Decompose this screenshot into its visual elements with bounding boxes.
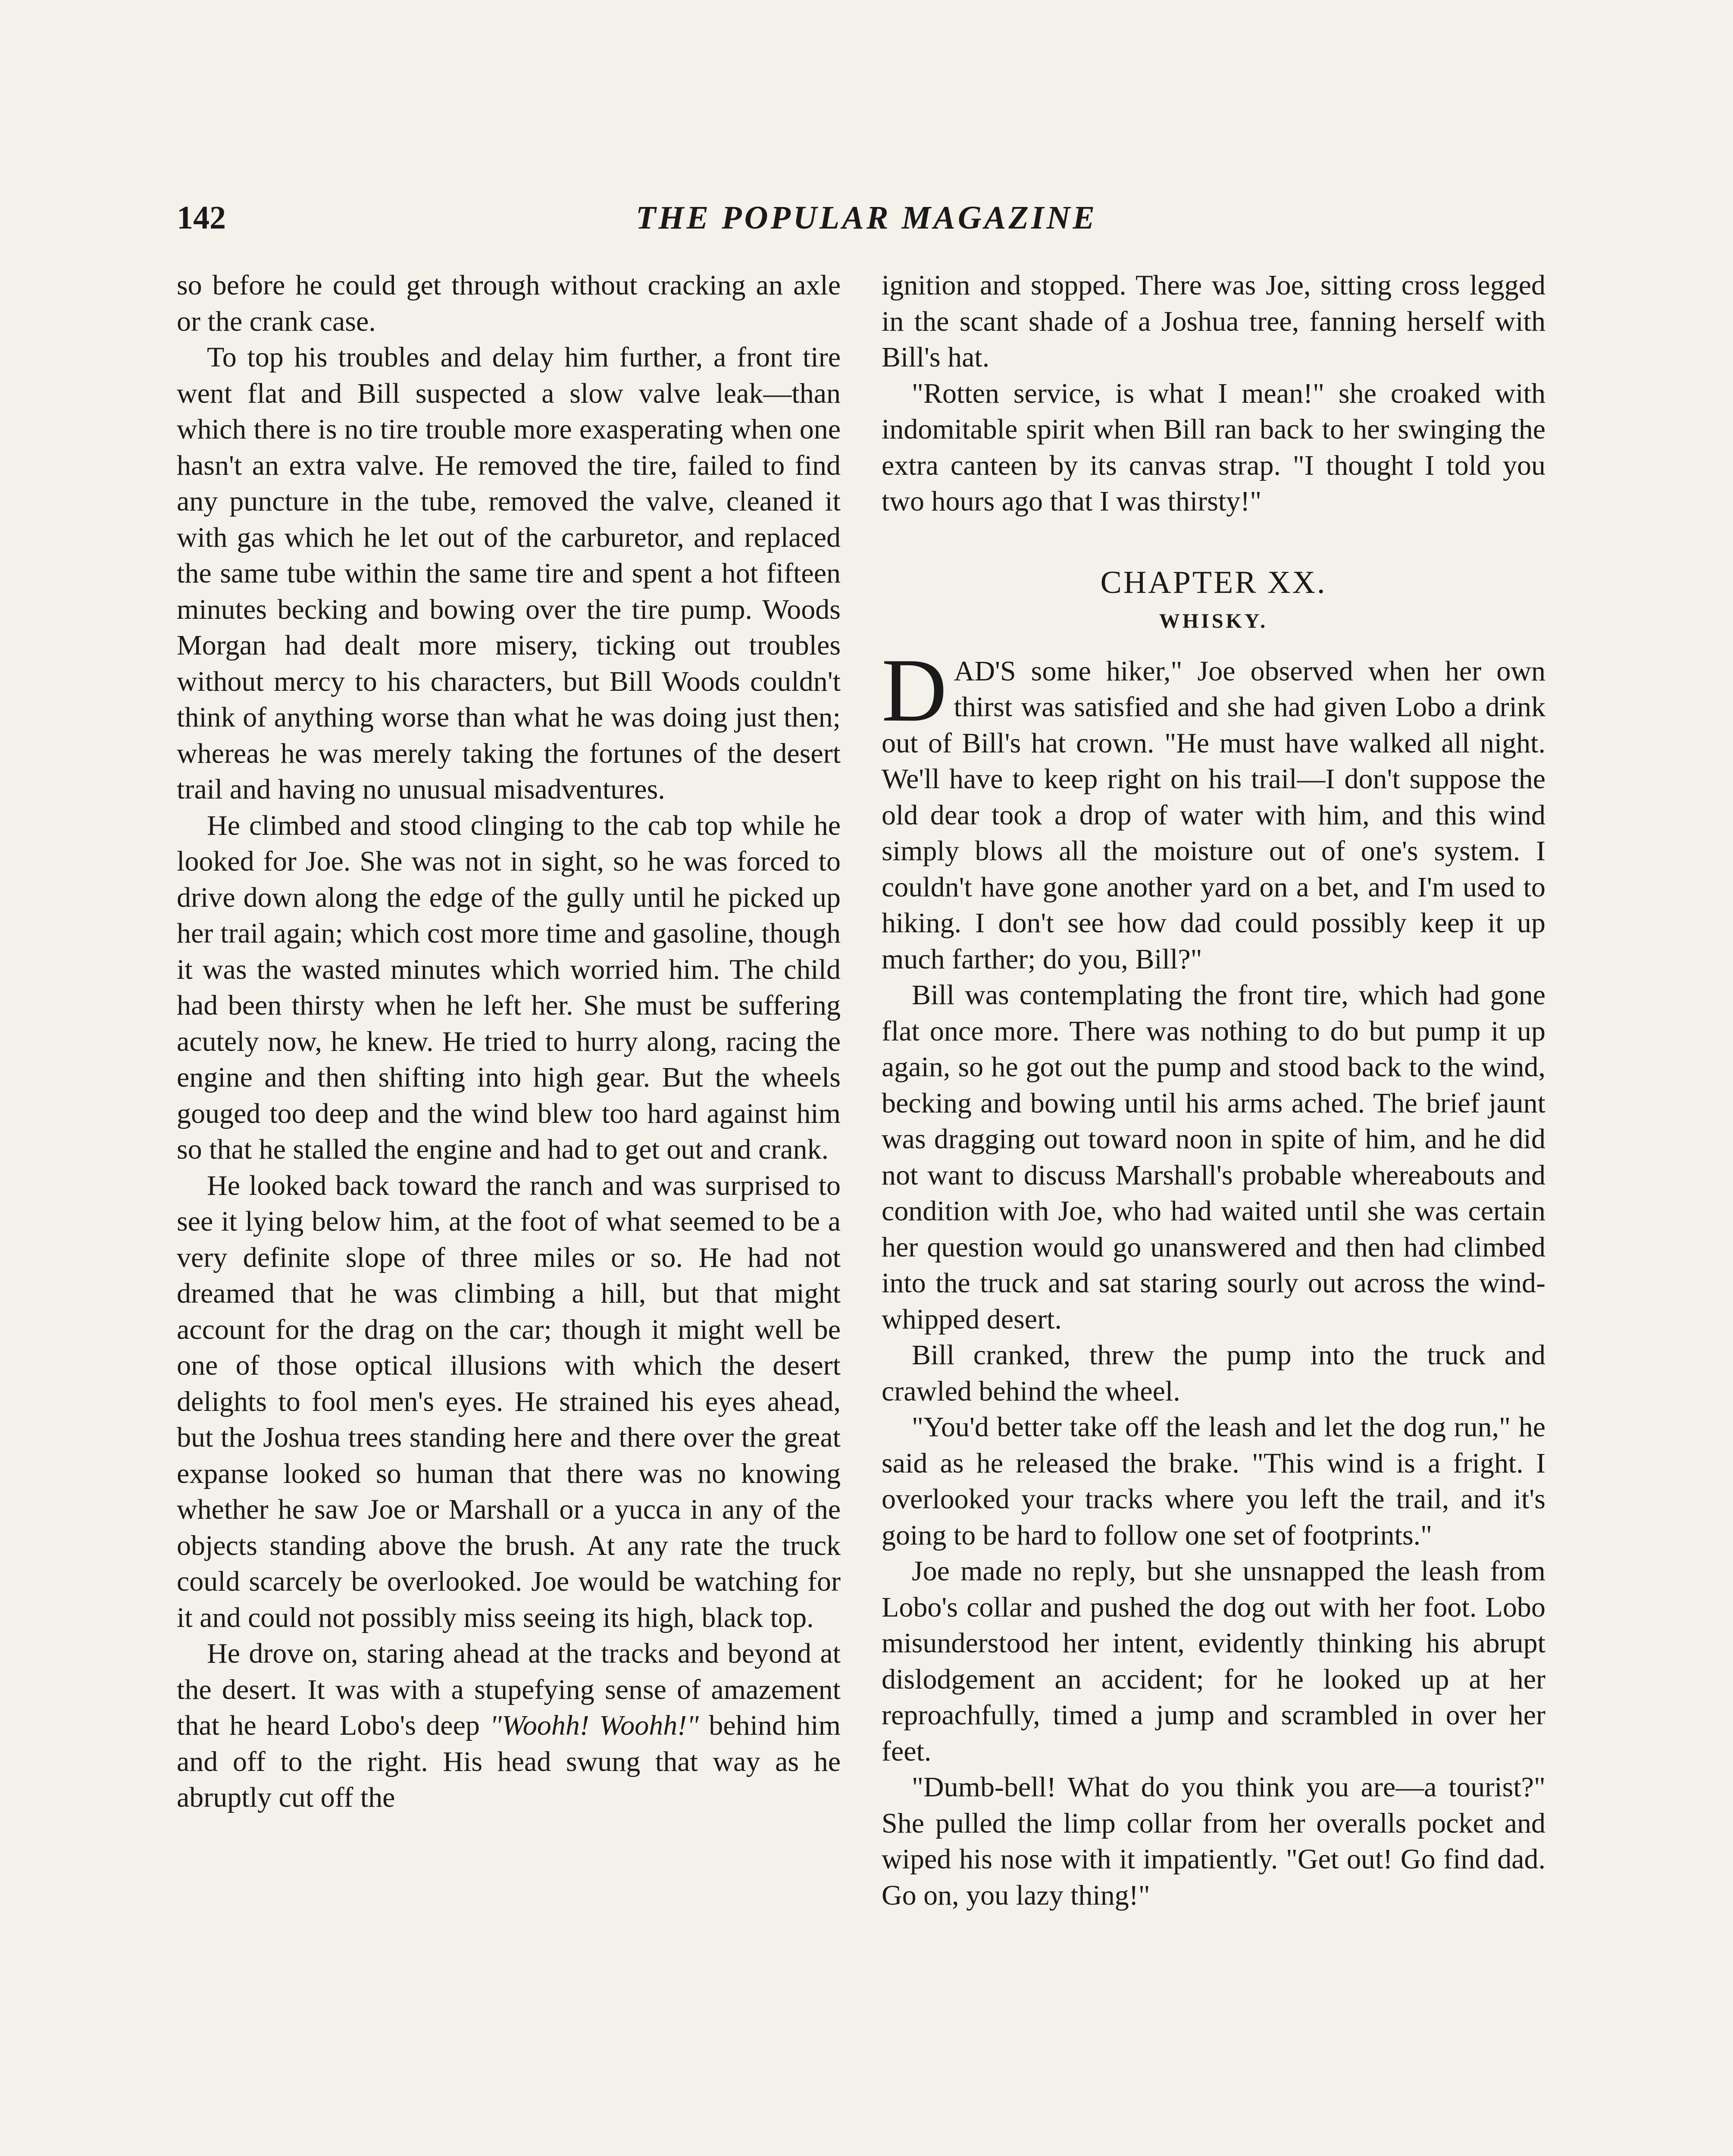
text-run: behind him and off to the right. His head swung that way as he abruptly cut off the [177,1710,841,1813]
paragraph: "You'd better take off the leash and let the dog run," he said as he released the brake. "This wind is a fright. I overlooked your tracks where you left the trail, and it's going to be hard to follow one set of footprints." [882,1411,1545,1551]
paragraph: Bill cranked, threw the pump into the truck and crawled behind the wheel. [882,1339,1545,1407]
paragraph: so before he could get through without cracking an axle or the crank case. [177,270,841,337]
opening-text: AD'S some hiker," Joe observed when her own thirst was satisfied and she had given Lobo a drink out of Bill's hat crown. "He must have walked all night. We'll have to keep right on his trail—I don't suppose the old dear took a drop of water with him, and this wind simply blows all the moisture out of one's system. I couldn't have gone another yard on a bet, and I'm used to hiking. I don't see how dad could possibly keep it up much farther; do you, Bill?" [882,655,1545,975]
page-header [177,190,1556,246]
drop-cap: D [882,640,947,740]
text-run: He drove on, staring ahead at the tracks and beyond at the desert. It was with a stupefying sense of amazement that he heard Lobo's deep [177,1638,841,1741]
paragraph: He climbed and stood clinging to the cab top while he looked for Joe. She was not in sight, so he was forced to drive down along the edge of the gully until he picked up her trail again; which cost more time and gasoline, though it was the wasted minutes which worried him. The child had been thirsty when he left her. She must be suffering acutely now, he knew. He tried to hurry along, racing the engine and then shifting into high gear. But the wheels gouged too deep and the wind blew too hard against him so that he stalled the engine and had to get out and crank. [177,809,841,1165]
paragraph [177,1636,841,1816]
emphasized-text: "Woohh! Woohh!" [490,1710,699,1741]
paragraph: "Rotten service, is what I mean!" she croaked with indomitable spirit when Bill ran back to her swinging the extra canteen by its canvas strap. "I thought I told you two hours ago that I was thirsty!" [882,377,1545,517]
paragraph: ignition and stopped. There was Joe, sitting cross legged in the scant shade of a Joshua tree, fanning herself with Bill's hat. [882,270,1545,373]
right-column [882,267,1545,2156]
opening-paragraph [882,640,1545,978]
paragraph: To top his troubles and delay him further, a front tire went flat and Bill suspected a slow valve leak—than which there is no tire trouble more exasperating when one hasn't an extra valve. He removed the tire, failed to find any puncture in the tube, removed the valve, cleaned it with gas which he let out of the carburetor, and replaced the same tube within the same tire and spent a hot fifteen minutes becking and bowing over the tire pump. Woods Morgan had dealt more misery, ticking out troubles without mercy to his characters, but Bill Woods couldn't think of anything worse than what he was doing just then; whereas he was merely taking the fortunes of the desert trail and having no unusual misadventures. [177,342,841,805]
chapter-heading: CHAPTER XX. [1100,564,1327,600]
paragraph: "Dumb-bell! What do you think you are—a tourist?" She pulled the limp collar from her overalls pocket and wiped his nose with it impatiently. "Get out! Go find dad. Go on, you lazy thing!" [882,1771,1545,1911]
paragraph: Joe made no reply, but she unsnapped the leash from Lobo's collar and pushed the dog out with her foot. Lobo misunderstood her intent, evidently thinking his abrupt dislodgement an accident; for he looked up at her reproachfully, timed a jump and scrambled in over her feet. [882,1555,1545,1767]
left-column [177,267,841,2156]
chapter-subtitle: WHISKY. [1159,609,1268,633]
paragraph: He looked back toward the ranch and was surprised to see it lying below him, at the foot of what seemed to be a very definite slope of three miles or so. He had not dreamed that he was climbing a hill, but that might account for the drag on the car; though it might well be one of those optical illusions with which the desert delights to fool men's eyes. He strained his eyes ahead, but the Joshua trees standing here and there over the great expanse looked so human that there was no knowing whether he saw Joe or Marshall or a yucca in any of the objects standing above the brush. At any rate the truck could scarcely be overlooked. Joe would be watching for it and could not possibly miss seeing its high, black top. [177,1169,841,1633]
paragraph: Bill was contemplating the front tire, which had gone flat once more. There was nothing to do but pump it up again, so he got out the pump and stood back to the wind, becking and bowing until his arms ached. The brief jaunt was dragging out toward noon in spite of him, and he did not want to discuss Marshall's probable whereabouts and condition with Joe, who had waited until she was certain her question would go unanswered and then had climbed into the truck and sat staring sourly out across the wind-whipped desert. [882,979,1545,1335]
magazine-title: THE POPULAR MAGAZINE [635,200,1098,236]
page-number: 142 [177,200,226,236]
